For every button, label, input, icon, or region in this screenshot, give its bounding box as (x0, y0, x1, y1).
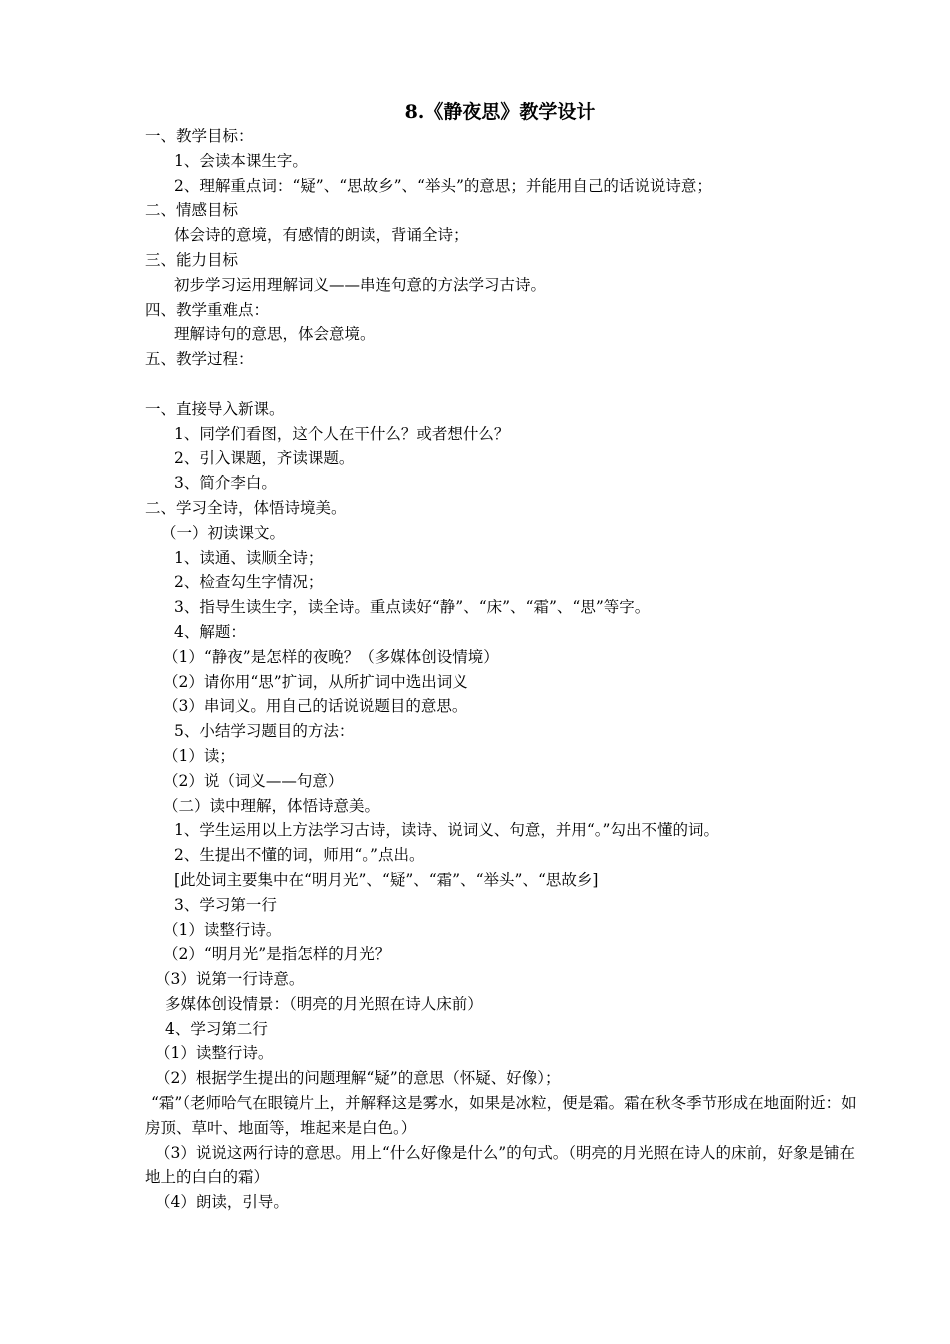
paragraph-line: 4、解题： (174, 622, 246, 641)
paragraph-line: 3、学习第一行 (174, 895, 277, 914)
paragraph-line: 1、会读本课生字。 (174, 151, 308, 170)
document-title: 8.《静夜思》教学设计 (404, 101, 596, 123)
paragraph-line: （1）读整行诗。 (163, 920, 282, 939)
paragraph-line: 1、学生运用以上方法学习古诗，读诗、说词义、句意，并用“。”勾出不懂的词。 (174, 821, 719, 840)
paragraph-line: （二）读中理解，体悟诗意美。 (163, 796, 381, 815)
paragraph-line: 二、学习全诗，体悟诗境美。 (145, 498, 347, 517)
paragraph-line: 2、引入课题，齐读课题。 (174, 449, 355, 468)
paragraph-line: “霜”（老师哈气在眼镜片上，并解释这是雾水，如果是冰粒，便是霜。霜在秋冬季节形成在地面附近：如房顶、草叶、地面等，堆起来是白色。） (145, 1094, 857, 1137)
paragraph-line: 1、同学们看图，这个人在干什么？或者想什么？ (174, 424, 510, 443)
paragraph-line: [此处词主要集中在“明月光”、“疑”、“霜”、“举头”、“思故乡] (174, 870, 599, 889)
paragraph-line: 二、情感目标 (145, 201, 239, 220)
paragraph-line: 五、教学过程： (145, 350, 254, 369)
paragraph-line: 一、教学目标： (145, 127, 254, 145)
paragraph-line: （2）“明月光”是指怎样的月光？ (163, 945, 391, 964)
paragraph-line: （1）读； (163, 746, 235, 765)
paragraph-line: 理解诗句的意思，体会意境。 (174, 325, 376, 344)
paragraph-line: （2）根据学生提出的问题理解“疑”的意思（怀疑、好像）； (155, 1069, 561, 1088)
paragraph-line: 一、直接导入新课。 (145, 399, 285, 418)
paragraph-line: （3）说说这两行诗的意思。用上“什么好像是什么”的句式。（明亮的月光照在诗人的床前，好象是铺在地上的白白的霜） (145, 1143, 855, 1187)
paragraph-line: （一）初读课文。 (161, 523, 286, 542)
paragraph-line: （1）读整行诗。 (155, 1044, 274, 1063)
paragraph-line: （3）说第一行诗意。 (155, 970, 305, 989)
paragraph-line: 3、指导生读生字，读全诗。重点读好“静”、“床”、“霜”、“思”等字。 (174, 598, 651, 617)
paragraph-line: （2）请你用“思”扩词，从所扩词中选出词义 (163, 672, 468, 691)
paragraph-line: 多媒体创设情景：（明亮的月光照在诗人床前） (165, 994, 483, 1013)
paragraph-line: 2、生提出不懂的词，师用“。”点出。 (174, 846, 425, 865)
paragraph-line: 2、理解重点词：“疑”、“思故乡”、“举头”的意思；并能用自己的话说说诗意； (174, 176, 712, 195)
blank-line (145, 372, 865, 397)
paragraph-line: （2）说（词义——句意） (163, 771, 344, 790)
document-body (145, 124, 865, 1215)
paragraph-line: 四、教学重难点： (145, 300, 270, 319)
paragraph-line: 4、学习第二行 (165, 1019, 268, 1038)
paragraph-line: （4）朗读，引导。 (155, 1193, 289, 1212)
paragraph-line: 2、检查勾生字情况； (174, 573, 324, 592)
paragraph-line: 三、能力目标 (145, 250, 239, 269)
paragraph-line: （3）串词义。用自己的话说说题目的意思。 (163, 697, 468, 716)
paragraph-line: 体会诗的意境，有感情的朗读，背诵全诗； (174, 226, 469, 245)
paragraph-line: 初步学习运用理解词义——串连句意的方法学习古诗。 (174, 275, 547, 294)
paragraph-line: 1、读通、读顺全诗； (174, 548, 324, 567)
paragraph-line: 3、简介李白。 (174, 474, 277, 493)
paragraph-line: （1）“静夜”是怎样的夜晚？（多媒体创设情境） (163, 647, 499, 666)
paragraph-line: 5、小结学习题目的方法： (174, 722, 355, 741)
